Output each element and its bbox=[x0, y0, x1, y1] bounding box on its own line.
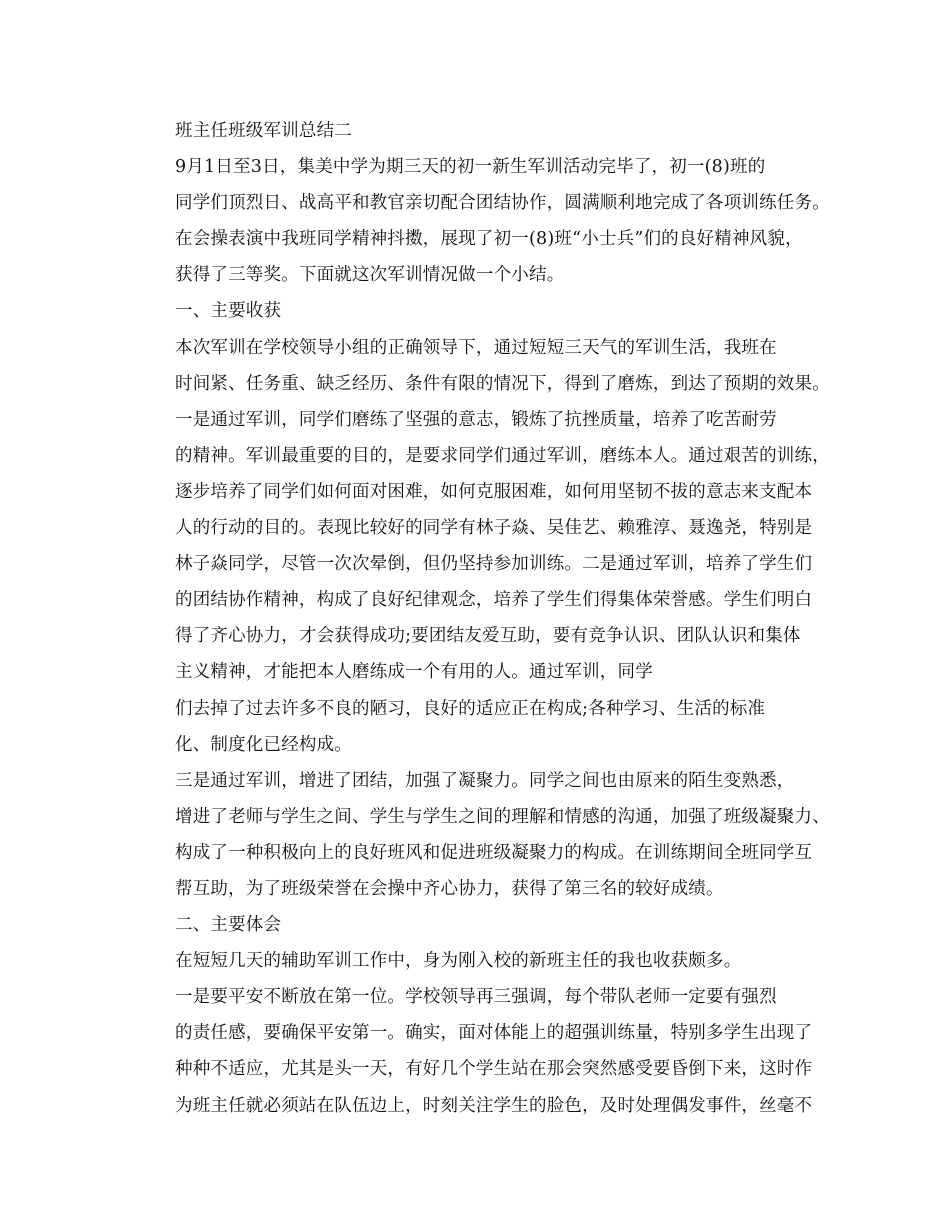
text-line: 增进了老师与学生之间、学生与学生之间的理解和情感的沟通，加强了班级凝聚力、 bbox=[175, 806, 830, 827]
text-line: 的精神。军训最重要的目的，是要求同学们通过军训，磨练本人。通过艰苦的训练， bbox=[175, 445, 830, 466]
text-line: 一、主要收获 bbox=[175, 301, 282, 322]
section-heading-main-gains bbox=[140, 293, 812, 329]
text-line: 构成了一种积极向上的良好班风和促进班级凝聚力的构成。在训练期间全班同学互 bbox=[175, 842, 813, 863]
text-line: 们去掉了过去许多不良的陋习，良好的适应正在构成;各种学习、生活的标准 bbox=[175, 698, 766, 719]
text-line: 一是通过军训，同学们磨练了坚强的意志，锻炼了抗挫质量，培养了吃苦耐劳 bbox=[175, 409, 777, 430]
text-line: 时间紧、任务重、缺乏经历、条件有限的情况下，得到了磨炼，到达了预期的效果。 bbox=[175, 373, 830, 394]
text-line: 逐步培养了同学们如何面对困难，如何克服困难，如何用坚韧不拔的意志来支配本 bbox=[175, 481, 813, 502]
insights-point-one-paragraph bbox=[140, 979, 812, 1123]
intro-paragraph bbox=[140, 149, 830, 293]
text-line: 一是要平安不断放在第一位。学校领导再三强调，每个带队老师一定要有强烈 bbox=[175, 987, 777, 1008]
text-line: 林子焱同学，尽管一次次晕倒，但仍坚持参加训练。二是通过军训，培养了学生们 bbox=[175, 554, 813, 575]
text-line: 在短短几天的辅助军训工作中，身为刚入校的新班主任的我也收获颇多。 bbox=[175, 951, 742, 972]
text-line: 在会操表演中我班同学精神抖擞，展现了初一(8)班“小士兵”们的良好精神风貌， bbox=[175, 229, 803, 250]
text-line: 三是通过军训，增进了团结，加强了凝聚力。同学之间也由原来的陌生变熟悉， bbox=[175, 770, 795, 791]
text-line: 得了齐心协力，才会获得成功;要团结友爱互助，要有竞争认识、团队认识和集体 bbox=[175, 626, 801, 647]
gains-point-three-paragraph bbox=[140, 763, 830, 907]
text-line: 帮互助，为了班级荣誉在会操中齐心协力，获得了第三名的较好成绩。 bbox=[175, 878, 724, 899]
text-line: 化、制度化已经构成。 bbox=[175, 734, 352, 755]
text-line: 同学们顶烈日、战高平和教官亲切配合团结协作，圆满顺利地完成了各项训练任务。 bbox=[175, 193, 830, 214]
text-line: 为班主任就必须站在队伍边上，时刻关注学生的脸色，及时处理偶发事件，丝毫不 bbox=[175, 1095, 813, 1116]
gains-continuation-paragraph bbox=[140, 691, 812, 763]
text-line: 种种不适应，尤其是头一天，有好几个学生站在那会突然感受要昏倒下来，这时作 bbox=[175, 1059, 813, 1080]
text-line: 获得了三等奖。下面就这次军训情况做一个小结。 bbox=[175, 265, 565, 286]
gains-point-one-paragraph bbox=[140, 402, 830, 691]
text-line: 主义精神，才能把本人磨练成一个有用的人。通过军训，同学 bbox=[175, 662, 653, 683]
document-title bbox=[140, 113, 812, 149]
text-line: 本次军训在学校领导小组的正确领导下，通过短短三天气的军训生活，我班在 bbox=[175, 337, 777, 358]
gains-overview-paragraph bbox=[140, 330, 830, 402]
document-body bbox=[140, 113, 830, 1124]
section-heading-main-insights bbox=[140, 907, 812, 943]
text-line: 人的行动的目的。表现比较好的同学有林子焱、吴佳艺、赖雅淳、聂逸尧，特别是 bbox=[175, 518, 813, 539]
text-line: 的责任感，要确保平安第一。确实，面对体能上的超强训练量，特别多学生出现了 bbox=[175, 1023, 813, 1044]
text-line: 二、主要体会 bbox=[175, 915, 282, 936]
text-line: 9月1日至3日，集美中学为期三天的初一新生军训活动完毕了，初一(8)班的 bbox=[175, 157, 766, 178]
insights-overview-paragraph bbox=[140, 943, 812, 979]
text-line: 班主任班级军训总结二 bbox=[175, 121, 352, 141]
text-line: 的团结协作精神，构成了良好纪律观念，培养了学生们得集体荣誉感。学生们明白 bbox=[175, 590, 813, 611]
